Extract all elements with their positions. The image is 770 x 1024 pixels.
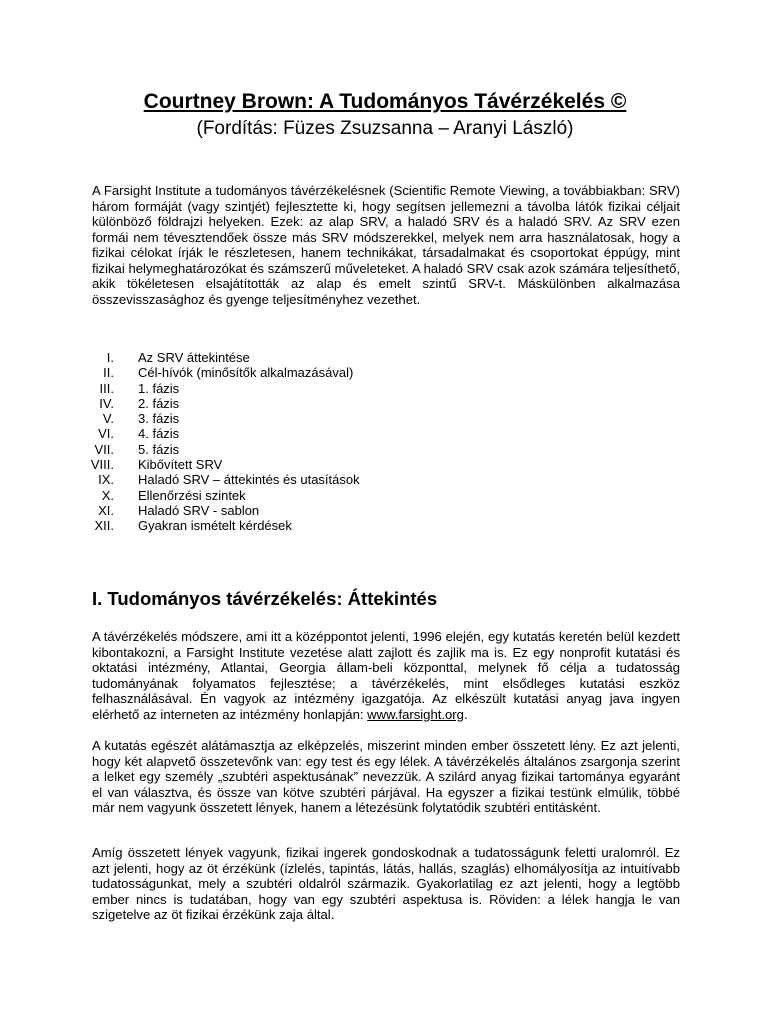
farsight-link[interactable]: www.farsight.org	[367, 706, 464, 722]
toc-number: IX.	[98, 472, 114, 488]
document-title: Courtney Brown: A Tudományos Távérzékelés ©	[143, 90, 627, 113]
toc-label: Cél-hívók (minősítők alkalmazásával)	[138, 365, 354, 381]
toc-number: VIII.	[90, 457, 114, 473]
toc-label: 4. fázis	[138, 426, 180, 442]
paragraph-text: A távérzékelés módszere, ami itt a középpontot jelenti, 1996 elején, egy kutatás keretén belül kezdett kibontakozni, a Farsight Institute vezetése alatt zajlott és zajlik ma is. Ez egy nonprofit kutatási és oktatási intézmény, Atlantai, Georgia állam-beli központtal, melynek fő célja a tudatosság tudományának folyamatos fejlesztése; a távérzékelés, mint elsődleges kutatási eszköz felhasználásával. Én vagyok az intézmény igazgatója. Az elkészült kutatási anyag java ingyen elérhető az interneten az intézmény honlapján:	[92, 629, 680, 722]
toc-item	[80, 457, 480, 472]
toc-label: Kibővített SRV	[138, 457, 223, 473]
toc-item	[80, 365, 480, 380]
toc-label: 3. fázis	[138, 411, 180, 427]
toc-item	[80, 396, 480, 411]
toc-item	[80, 411, 480, 426]
section-paragraph-2: A kutatás egészét alátámasztja az elképzelés, miszerint minden ember összetett lény. Ez azt jelenti, hogy két alapvető összetevőnk van: egy test és egy lélek. A távérzékelés általános zsargonja szerint a lelket egy személy „szubtéri aspektusának” nevezzük. A szilárd anyag fizikai tartománya egyaránt el van választva, és össze van kötve szubtéri párjával. Ha egyszer a fizikai testünk elmúlik, többé már nem vagyunk összetett lények, hanem a létezésünk folytatódik szubtéri entitásként.	[92, 738, 680, 815]
toc-item	[80, 426, 480, 441]
toc-item	[80, 350, 480, 365]
toc-item	[80, 488, 480, 503]
toc-item	[80, 503, 480, 518]
toc-number: II.	[103, 365, 114, 381]
toc-number: IV.	[99, 395, 114, 411]
toc-label: Az SRV áttekintése	[138, 350, 250, 365]
toc-number: V.	[102, 411, 114, 427]
section-heading: I. Tudományos távérzékelés: Áttekintés	[92, 588, 438, 609]
toc-item	[80, 442, 480, 457]
toc-label: 2. fázis	[138, 395, 180, 411]
toc-label: Ellenőrzési szintek	[138, 487, 246, 503]
toc-label: 1. fázis	[138, 380, 180, 396]
toc-number: XII.	[94, 518, 114, 534]
document-subtitle: (Fordítás: Füzes Zsuzsanna – Aranyi László)	[196, 118, 574, 139]
intro-paragraph: A Farsight Institute a tudományos távérzékelésnek (Scientific Remote Viewing, a továbbiakban: SRV) három formáját (vagy szintjét) fejlesztette ki, hogy segítsen jellemezni a távolba látók fizikai céljait különböző földrajzi helyeken. Ezek: az alap SRV, a haladó SRV és a haladó SRV. Az SRV ezen formái nem tévesztendőek össze más SRV módszerekkel, melyek nem arra használatosak, hogy a fizikai célokat írják le részletesen, hanem technikákat, társadalmakat és csoportokat éppúgy, mint fizikai helymeghatározókat és számszerű műveleteket. A haladó SRV csak azok számára teljesíthető, akik tökéletesen elsajátították az alap és emelt szintű SRV-t. Máskülönben alkalmazása összevisszasághoz és gyenge teljesítményhez vezethet.	[92, 183, 680, 307]
toc-number: VI.	[98, 426, 114, 442]
toc-number: XI.	[98, 502, 114, 518]
toc-label: Haladó SRV - sablon	[138, 502, 260, 518]
toc-number: VII.	[94, 441, 114, 457]
toc-number: III.	[99, 380, 114, 396]
toc-number: X.	[101, 487, 114, 503]
toc-item	[80, 518, 480, 533]
toc-label: 5. fázis	[138, 441, 180, 457]
paragraph-end: .	[463, 706, 468, 722]
toc-number: I.	[106, 350, 114, 365]
toc-item	[80, 472, 480, 487]
title-block	[0, 88, 770, 142]
table-of-contents	[80, 350, 480, 534]
section-paragraph-3: Amíg összetett lények vagyunk, fizikai ingerek gondoskodnak a tudatosságunk feletti uralomról. Ez azt jelenti, hogy az öt érzékünk (ízlelés, tapintás, látás, hallás, szaglás) elhomályosítja az intuitívabb tudatosságunkat, mely a szubtéri oldalról származik. Gyakorlatilag ez azt jelenti, hogy a legtöbb ember nincs is tudatában, hogy van egy szubtéri aspektusa is. Röviden: a lélek hangja le van szigetelve az öt fizikai érzékünk zaja által.	[92, 845, 680, 922]
toc-item	[80, 381, 480, 396]
section-paragraph-1	[92, 629, 680, 722]
toc-label: Gyakran ismételt kérdések	[138, 518, 292, 534]
toc-label: Haladó SRV – áttekintés és utasítások	[138, 472, 360, 488]
